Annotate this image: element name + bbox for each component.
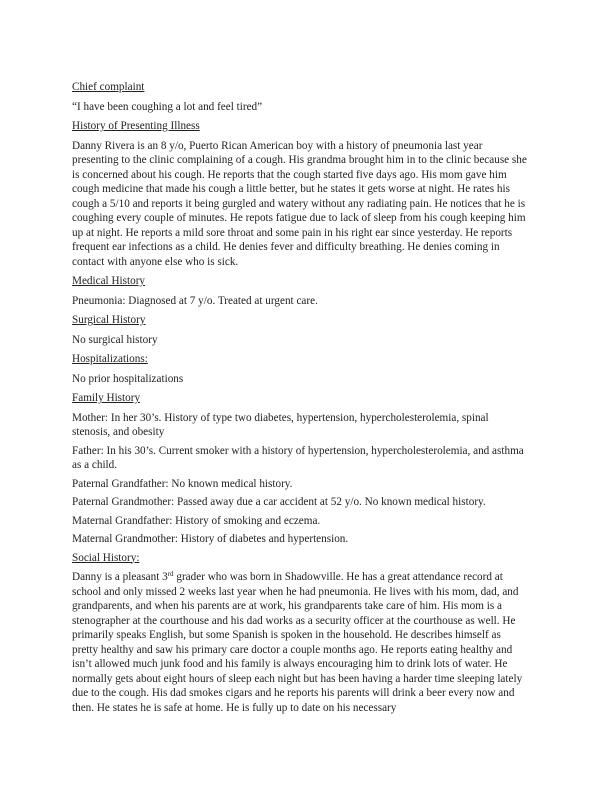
family-history-paternal-grandfather: Paternal Grandfather: No known medical history. (72, 477, 293, 490)
family-history-maternal-grandfather: Maternal Grandfather: History of smoking and eczema. (72, 514, 321, 527)
hospitalizations-text: No prior hospitalizations (72, 372, 184, 385)
chief-complaint-heading: Chief complaint (72, 81, 145, 93)
hospitalizations-heading: Hospitalizations: (72, 353, 148, 365)
family-history-heading: Family History (72, 392, 141, 404)
medical-history-text: Pneumonia: Diagnosed at 7 y/o. Treated at urgent care. (72, 294, 318, 307)
family-history-mother: Mother: In her 30’s. History of type two diabetes, hypertension, hypercholesterolemia, spinal stenosis, and obesity (72, 411, 489, 438)
hpi-heading: History of Presenting Illness (72, 120, 200, 132)
family-history-maternal-grandmother: Maternal Grandmother: History of diabetes and hypertension. (72, 533, 349, 545)
medical-history-heading: Medical History (72, 275, 146, 287)
family-history-father: Father: In his 30’s. Current smoker with a history of hypertension, hypercholesterolemia, and asthma as a child. (72, 444, 524, 471)
social-history-text (72, 570, 528, 715)
chief-complaint-text: “I have been coughing a lot and feel tired” (72, 100, 263, 113)
ordinal-suffix: rd (167, 570, 174, 578)
family-history-paternal-grandmother: Paternal Grandmother: Passed away due a car accident at 52 y/o. No known medical history. (72, 496, 486, 508)
surgical-history-heading: Surgical History (72, 314, 146, 326)
surgical-history-text: No surgical history (72, 333, 158, 346)
hpi-text: Danny Rivera is an 8 y/o, Puerto Rican American boy with a history of pneumonia last year presenting to the clinic complaining of a cough. His grandma brought him in to the clinic because she is concerned about his cough. He reports that the cough started five days ago. His mom gave him cough medicine that made his cough a little better, but he states it gets worse at night. He rates his cough a 5/10 and reports it being gurgled and watery without any radiating pain. He notices that he is coughing every couple of minutes. He repots fatigue due to lack of sleep from his cough keeping him up at night. He reports a mild sore throat and some pain in his right ear since yesterday. He reports frequent ear infections as a child. He denies fever and difficulty breathing. He denies coming in contact with anyone else who is sick. (72, 139, 527, 268)
social-history-text-rest: grader who was born in Shadowville. He has a great attendance record at school and only missed 2 weeks last year when he had pneumonia. He lives with his mom, dad, and grandparents, and when his parents are at work, his grandparents take care of him. His mom is a stenographer at the courthouse and his dad works as a security officer at the courthouse as well. He primarily speaks English, but some Spanish is spoken in the household. He describes himself as pretty healthy and saw his primary care doctor a couple months ago. He reports eating healthy and isn’t allowed much junk food and his family is always encouraging him to drink lots of water. He normally gets about eight hours of sleep each night but has been having a harder time sleeping lately due to the cough. His dad smokes cigars and he reports his parents will drink a beer every now and then. He states he is safe at home. He is fully up to date on his necessary (72, 571, 523, 714)
social-history-text-start: Danny is a pleasant 3 (72, 571, 168, 583)
social-history-heading: Social History: (72, 551, 140, 564)
